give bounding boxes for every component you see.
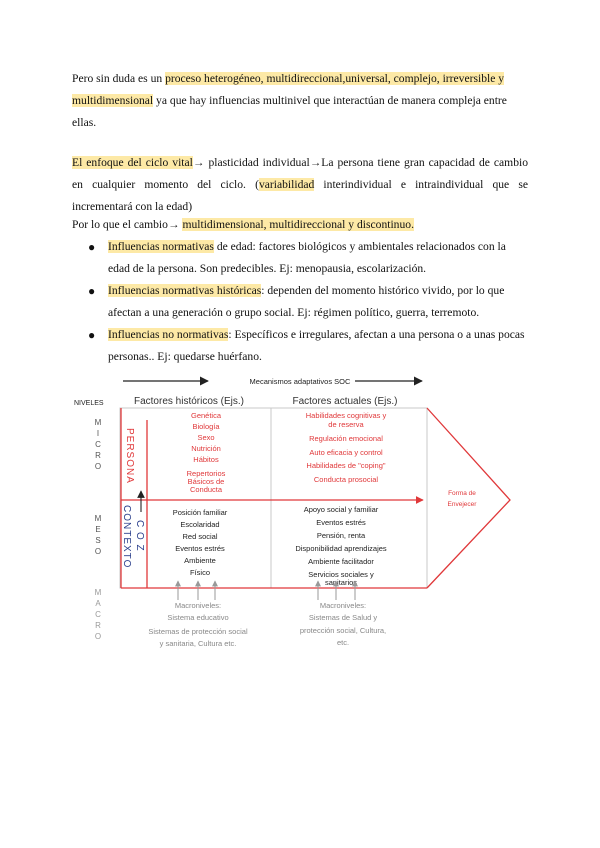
hist-contexto-list bbox=[173, 508, 228, 577]
act-contexto-item: Pensión, renta bbox=[316, 531, 366, 540]
bullet-icon: ● bbox=[88, 328, 96, 342]
hist-contexto-item: Red social bbox=[182, 532, 218, 541]
hist-contexto-item: Físico bbox=[189, 568, 211, 577]
act-persona-item: de reserva bbox=[328, 420, 364, 429]
macro-letter: C bbox=[95, 610, 101, 619]
act-persona-item: Regulación emocional bbox=[309, 434, 383, 443]
act-contexto-item: sanitarios bbox=[324, 578, 358, 587]
act-contexto-item: Disponibilidad aprendizajes bbox=[295, 544, 387, 553]
bullet-text: : Específicos e irregulares, afectan a una persona o a unas pocas personas.. Ej: quedarse huérfano. bbox=[108, 328, 525, 363]
highlight-text: Influencias normativas bbox=[108, 240, 214, 253]
bullet-icon: ● bbox=[88, 240, 96, 254]
macro-hist-line: Macroniveles: bbox=[174, 601, 222, 610]
hist-persona-item: Repertorios bbox=[186, 469, 226, 478]
act-persona-item: Auto eficacia y control bbox=[309, 448, 383, 457]
meso-letter: S bbox=[95, 536, 101, 545]
act-contexto-item: Ambiente facilitador bbox=[308, 557, 374, 566]
contexto-label: CONTEXTO bbox=[121, 505, 132, 569]
red-chevron bbox=[427, 408, 510, 588]
meso-letter: M bbox=[94, 514, 102, 523]
hist-contexto-item: Eventos estrés bbox=[175, 544, 225, 553]
act-contexto-list bbox=[295, 505, 387, 587]
hist-contexto-item: Escolaridad bbox=[180, 520, 220, 529]
col-actuales-header: Factores actuales (Ejs.) bbox=[292, 396, 398, 407]
highlight-text: Influencias no normativas bbox=[108, 328, 229, 341]
act-contexto-item: Apoyo social y familiar bbox=[303, 505, 379, 514]
meso-letters bbox=[95, 514, 102, 556]
forma-envejecer-line: Envejecer bbox=[447, 501, 477, 508]
highlight-text: variabilidad bbox=[258, 178, 315, 191]
micro-letters bbox=[95, 418, 102, 471]
hist-persona-item: Genética bbox=[190, 411, 222, 420]
act-contexto-item: Eventos estrés bbox=[316, 518, 366, 527]
hist-contexto-item: Ambiente bbox=[184, 556, 216, 565]
macro-hist-line: Sistema educativo bbox=[167, 613, 229, 622]
bullet-text: : dependen del momento histórico vivido, por lo que afectan a una generación o grupo social. Ej: régimen político, guerra, terremoto. bbox=[108, 284, 505, 319]
macro-letter: O bbox=[94, 632, 102, 641]
meso-letter: O bbox=[94, 547, 102, 556]
col-historicos-header: Factores históricos (Ejs.) bbox=[133, 396, 245, 407]
meso-letter: E bbox=[95, 525, 101, 534]
paragraph-text: → plasticidad individual→La persona tiene gran capacidad de cambio en cualquier momento del ciclo. ( bbox=[72, 156, 529, 191]
hist-persona-item: Hábitos bbox=[193, 455, 219, 464]
macro-act-line: Sistemas de Salud y bbox=[308, 613, 378, 622]
hist-persona-item: Conducta bbox=[189, 485, 223, 494]
bullet-text: de edad: factores biológicos y ambientales relacionados con la edad de la persona. Son predecibles. Ej: menopausia, escolarización. bbox=[108, 240, 506, 275]
niveles-label: NIVELES bbox=[74, 400, 104, 407]
act-contexto-item: Servicios sociales y bbox=[308, 570, 374, 579]
hist-persona-item: Biología bbox=[192, 422, 220, 431]
highlight-text: multidimensional, multidireccional y discontinuo. bbox=[182, 218, 414, 231]
macro-letter: M bbox=[94, 588, 102, 597]
coz-label: C O Z bbox=[134, 520, 145, 552]
hist-persona-item: Básicos de bbox=[187, 477, 225, 486]
macro-act-line: protección social, Cultura, bbox=[299, 626, 387, 635]
paragraph-text: Pero sin duda es un bbox=[72, 72, 166, 85]
highlight-text: Influencias normativas históricas bbox=[108, 284, 262, 297]
macro-hist-line: Sistemas de protección social bbox=[148, 627, 248, 636]
hist-persona-item: Sexo bbox=[197, 433, 215, 442]
micro-letter: R bbox=[95, 451, 101, 460]
macro-act-line: Macroniveles: bbox=[319, 601, 367, 610]
micro-letter: O bbox=[94, 462, 102, 471]
act-persona-item: Conducta prosocial bbox=[313, 475, 379, 484]
soc-label: Mecanismos adaptativos SOC bbox=[249, 377, 351, 386]
hist-contexto-item: Posición familiar bbox=[172, 508, 228, 517]
bullet-icon: ● bbox=[88, 284, 96, 298]
act-persona-item: Habilidades de "coping" bbox=[306, 461, 386, 470]
macro-letters bbox=[95, 588, 102, 641]
act-persona-list bbox=[306, 411, 387, 484]
persona-label: PERSONA bbox=[124, 428, 135, 484]
paragraph-text: interindividual e intraindividual que se incrementará con la edad) bbox=[72, 178, 528, 213]
macro-hist-line: y sanitaria, Cultura etc. bbox=[159, 639, 237, 648]
paragraph-text: ya que hay influencias multinivel que interactúan de manera compleja entre ellas. bbox=[72, 94, 507, 129]
act-persona-item: Habilidades cognitivas y bbox=[305, 411, 387, 420]
micro-letter: M bbox=[94, 418, 102, 427]
macro-act-line: etc. bbox=[336, 638, 350, 647]
macro-act-text bbox=[300, 601, 386, 647]
forma-envejecer-line: Forma de bbox=[448, 490, 476, 497]
macro-letter: A bbox=[95, 599, 101, 608]
micro-letter: I bbox=[96, 429, 100, 438]
highlight-text: proceso heterogéneo, multidireccional,universal, complejo, irreversible y multidimensional bbox=[72, 72, 505, 107]
hist-persona-item: Nutrición bbox=[191, 444, 221, 453]
highlight-text: El enfoque del ciclo vital bbox=[72, 156, 193, 169]
micro-letter: C bbox=[95, 440, 101, 449]
macro-letter: R bbox=[95, 621, 101, 630]
hist-persona-list bbox=[187, 411, 226, 494]
paragraph-text: Por lo que el cambio→ bbox=[72, 218, 183, 231]
macro-hist-text bbox=[148, 601, 248, 648]
